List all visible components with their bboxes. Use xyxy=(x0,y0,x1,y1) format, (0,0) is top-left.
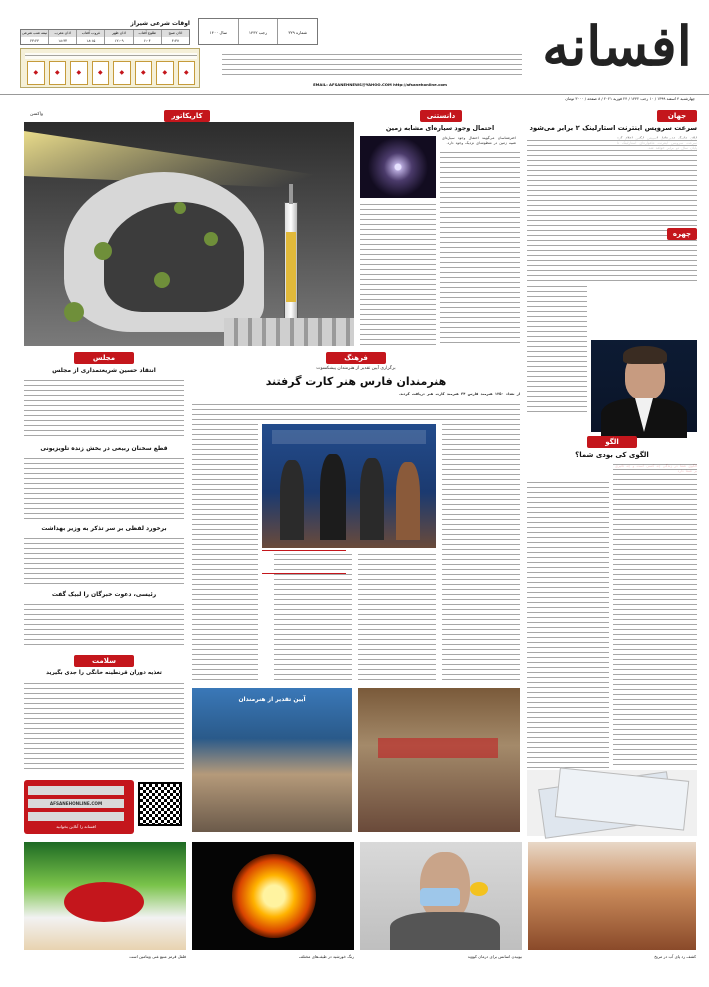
galaxy-photo xyxy=(360,136,436,198)
science-section xyxy=(360,110,520,346)
section-label-culture: فرهنگ xyxy=(326,352,386,364)
parliament-section xyxy=(24,352,184,646)
headline-art-card: هنرمندان فارس هنر کارت گرفتند xyxy=(265,375,447,388)
publisher-info xyxy=(222,52,522,78)
prayer-header: اذان صبح xyxy=(162,30,189,37)
headline-role-model: الگوی کی بودی شما؟ xyxy=(575,451,649,459)
headline-shariatmadari: انتقاد حسین شریعتمداری از مجلس xyxy=(52,367,156,374)
prayer-time: ۴:۳۷ xyxy=(171,39,179,43)
issue-month: رجب ۱۴۴۲ xyxy=(238,19,278,44)
caption-chili: فلفل قرمز منبع غنی ویتامین است xyxy=(129,954,186,959)
headline-health-minister: برخورد لفظی بر سر تذکر به وزیر بهداشت xyxy=(41,525,167,532)
prayer-header: غروب آفتاب xyxy=(77,30,104,37)
prayer-time: ۲۳:۲۴ xyxy=(30,39,40,43)
smell-photo xyxy=(360,842,522,950)
caption-mars: کشف رد پای آب در مریخ xyxy=(654,954,696,959)
elon-musk-photo xyxy=(591,340,697,432)
caption-smell: بوییدن اسانس برای درمان کووید xyxy=(467,954,522,959)
headline-starlink: سرعت سرویس اینترنت استارلینک ۲ برابر می‌شود xyxy=(529,124,697,132)
prayer-time: ۶:۰۴ xyxy=(143,39,151,43)
headline-raisi: رئیسی، دعوت خبرگان را لبیک گفت xyxy=(51,591,157,598)
culture-kicker: برگزاری آیین تقدیر از هنرمندان پیشکسوت xyxy=(316,366,396,371)
bottom-photo-right xyxy=(358,688,520,832)
qr-code-icon[interactable] xyxy=(138,782,182,826)
banner-text: آیین تقدیر از هنرمندان xyxy=(238,696,306,703)
headline-rabiei: قطع سخنان ربیعی در بخش زنده تلویزیونی xyxy=(40,445,168,452)
section-label-cartoon: کاریکاتور xyxy=(164,110,210,122)
footer-strip xyxy=(24,842,696,978)
prayer-header: اذان مغرب xyxy=(49,30,76,37)
ceremony-photo xyxy=(262,424,436,548)
section-label-science: دانستنی xyxy=(420,110,462,122)
culture-section xyxy=(192,352,520,832)
mars-photo xyxy=(528,842,696,950)
science-body: اخترشناسان می‌گویند احتمال وجود سیاره‌ای شبیه زمین در منظومه‌ای نزدیک وجود دارد. xyxy=(442,136,516,146)
bottom-photo-left xyxy=(192,688,352,832)
section-label-model: الگو xyxy=(587,436,637,448)
health-section xyxy=(24,655,184,775)
cartoon-section xyxy=(24,110,354,346)
prayer-header: نیمه شب شرعی xyxy=(22,31,48,35)
prayer-header: طلوع آفتاب xyxy=(134,30,161,37)
prayer-time: ۱۸:۱۵ xyxy=(86,39,96,43)
social-box xyxy=(24,780,184,834)
prayer-header: اذان ظهر xyxy=(105,30,132,37)
prayer-time: ۱۲:۰۹ xyxy=(114,39,124,43)
sun-photo xyxy=(192,842,354,950)
model-section xyxy=(527,436,697,836)
issue-year: سال ۱۴۰۰ xyxy=(209,30,227,35)
world-section xyxy=(527,110,697,432)
section-label-health: سلامت xyxy=(74,655,134,667)
date-line: چهارشنبه ۴ اسفند ۱۳۹۹ / ۱۰ رجب ۱۴۴۲ / ۲۴ فوریه ۲۰۲۱ / ۸ صفحه / ۳۰۰۰ تومان xyxy=(565,96,695,101)
issue-number: شماره ۳۲۹ xyxy=(277,19,317,44)
logo: افسانه xyxy=(542,14,692,78)
headline-earthlike: احتمال وجود سیاره‌ای مشابه زمین xyxy=(385,124,495,132)
culture-lead: از تعداد ۱۲۵۰ هنرمند فارس ۳۴ هنرمند کارت هنر دریافت کردند. xyxy=(398,392,520,396)
section-label-parliament: مجلس xyxy=(74,352,134,364)
prayer-time: ۱۸:۳۴ xyxy=(58,39,68,43)
tagline: افسانه را آنلاین بخوانید xyxy=(56,824,96,829)
cartoon-credit: واکسن xyxy=(30,112,44,117)
prayer-title: اوقات شرعی شیراز xyxy=(130,20,190,27)
cards-photo xyxy=(527,770,697,836)
prayer-times-table xyxy=(20,29,190,45)
caption-sun: رنگ خورشید در طیف‌های مختلف xyxy=(299,954,354,959)
calendar-strip: ◆ ◆ ◆ ◆ ◆ ◆ ◆ ◆ xyxy=(20,48,200,88)
date-strip xyxy=(0,94,709,101)
section-label-profile: چهره xyxy=(667,228,697,240)
site-link[interactable]: AFSANEHONLINE.COM xyxy=(28,799,124,808)
issue-info xyxy=(198,18,318,45)
photo-quote xyxy=(262,550,346,574)
contact-line: EMAIL: AFSANEHNEWS@YAHOO.COM http://afsanehonline.com xyxy=(313,82,447,87)
headline-nutrition: تغذیه دوران قرنطینه خانگی را جدی بگیرید xyxy=(46,670,162,676)
masthead xyxy=(0,0,709,95)
vaccine-cartoon xyxy=(24,122,354,346)
section-label-world: جهان xyxy=(657,110,697,122)
chili-photo xyxy=(24,842,186,950)
